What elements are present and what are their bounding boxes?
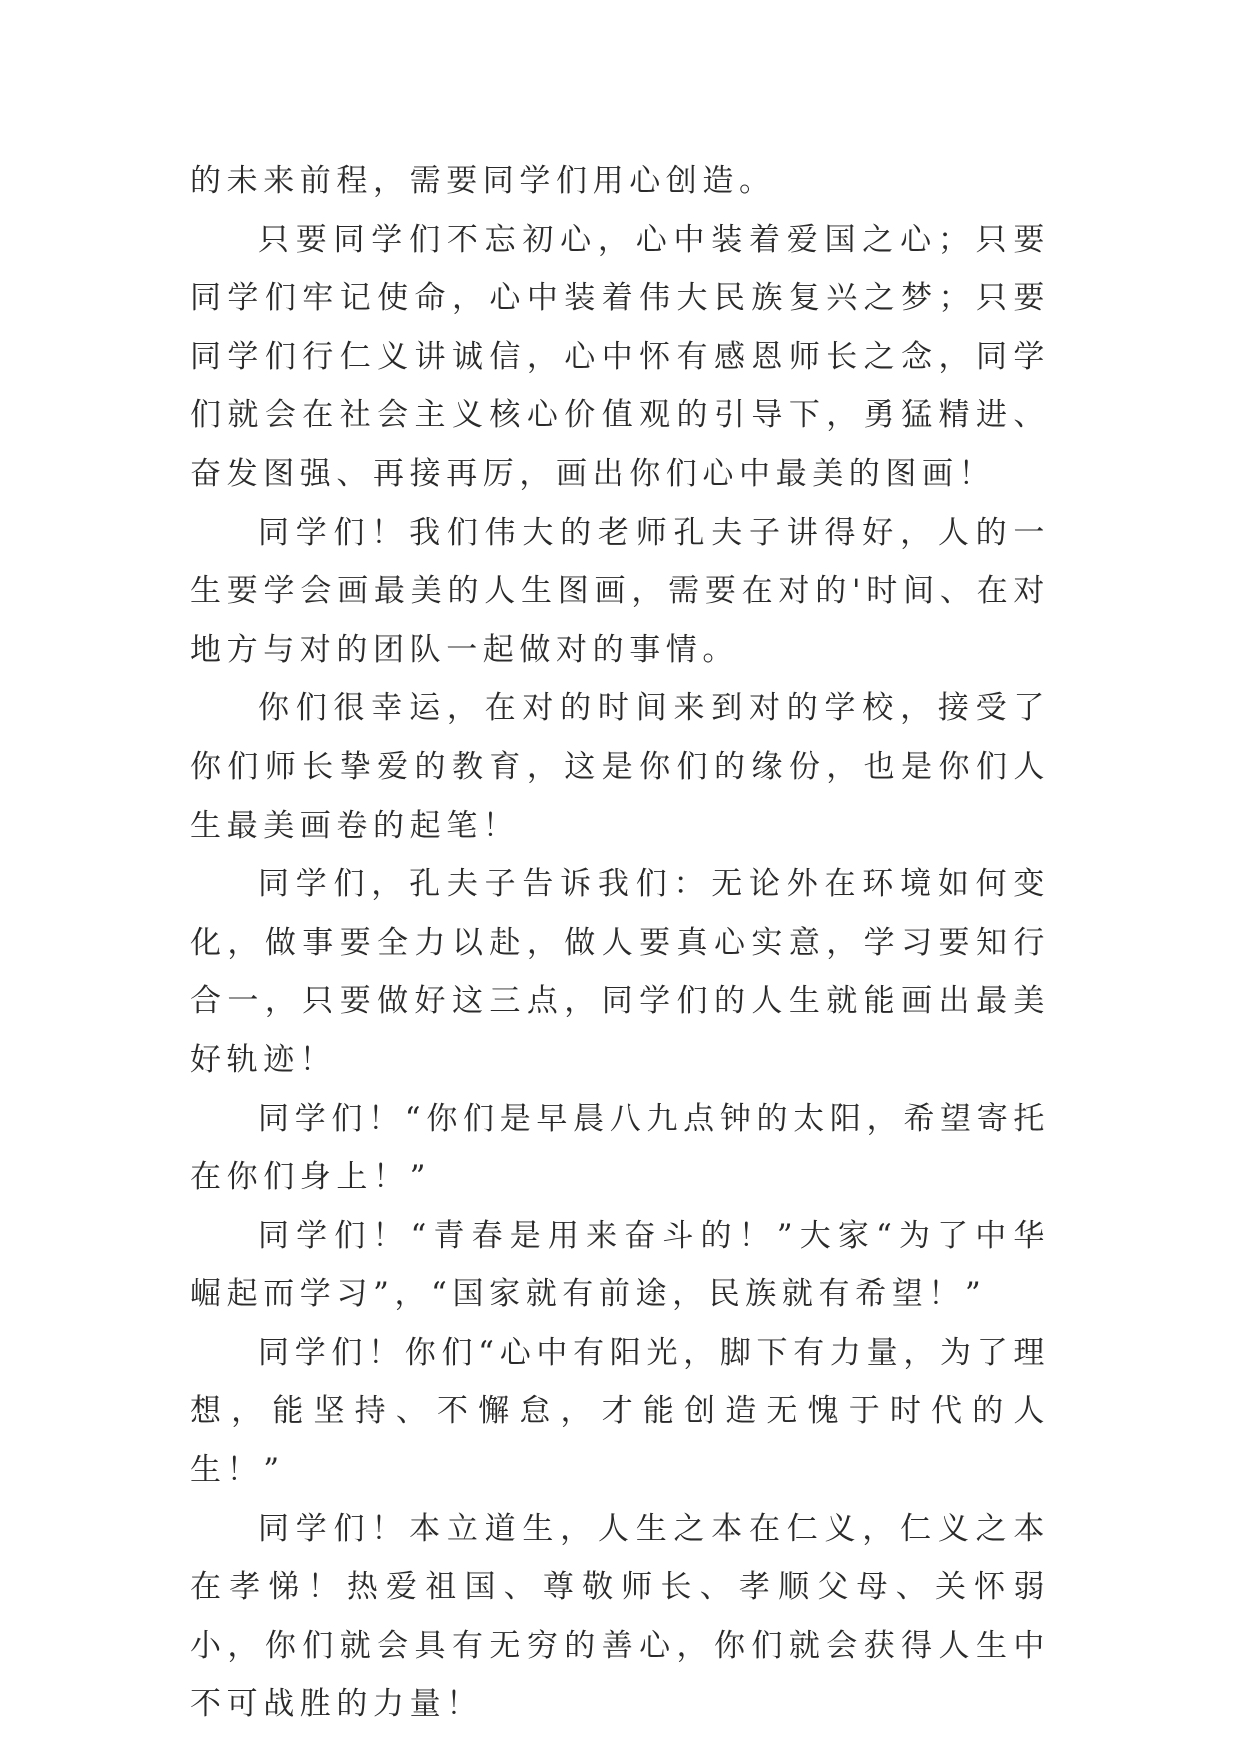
paragraph-7: 同学们！“青春是用来奋斗的！”大家“为了中华崛起而学习”，“国家就有前途，民族就有希望！” [190, 1217, 1050, 1313]
paragraph-8: 同学们！你们“心中有阳光，脚下有力量，为了理想，能坚持、不懈怠，才能创造无愧于时代的人生！” [190, 1334, 1050, 1489]
paragraph-3: 同学们！我们伟大的老师孔夫子讲得好，人的一生要学会画最美的人生图画，需要在对的'时间、在对地方与对的团队一起做对的事情。 [190, 514, 1050, 668]
paragraph-5: 同学们，孔夫子告诉我们：无论外在环境如何变化，做事要全力以赴，做人要真心实意，学习要知行合一，只要做好这三点，同学们的人生就能画出最美好轨迹！ [190, 866, 1050, 1078]
paragraph-9: 同学们！本立道生，人生之本在仁义，仁义之本在孝悌！热爱祖国、尊敬师长、孝顺父母、关怀弱小，你们就会具有无穷的善心，你们就会获得人生中不可战胜的力量！ [190, 1510, 1050, 1723]
body-text [190, 152, 1050, 1734]
paragraph-6: 同学们！“你们是早晨八九点钟的太阳，希望寄托在你们身上！” [190, 1100, 1050, 1196]
paragraph-1: 的未来前程，需要同学们用心创造。 [190, 163, 776, 199]
paragraph-2: 只要同学们不忘初心，心中装着爱国之心；只要同学们牢记使命，心中装着伟大民族复兴之梦；只要同学们行仁义讲诚信，心中怀有感恩师长之念，同学们就会在社会主义核心价值观的引导下，勇猛精进、奋发图强、再接再厉，画出你们心中最美的图画！ [190, 221, 1050, 492]
paragraph-4: 你们很幸运，在对的时间来到对的学校，接受了你们师长挚爱的教育，这是你们的缘份，也是你们人生最美画卷的起笔！ [190, 690, 1050, 844]
